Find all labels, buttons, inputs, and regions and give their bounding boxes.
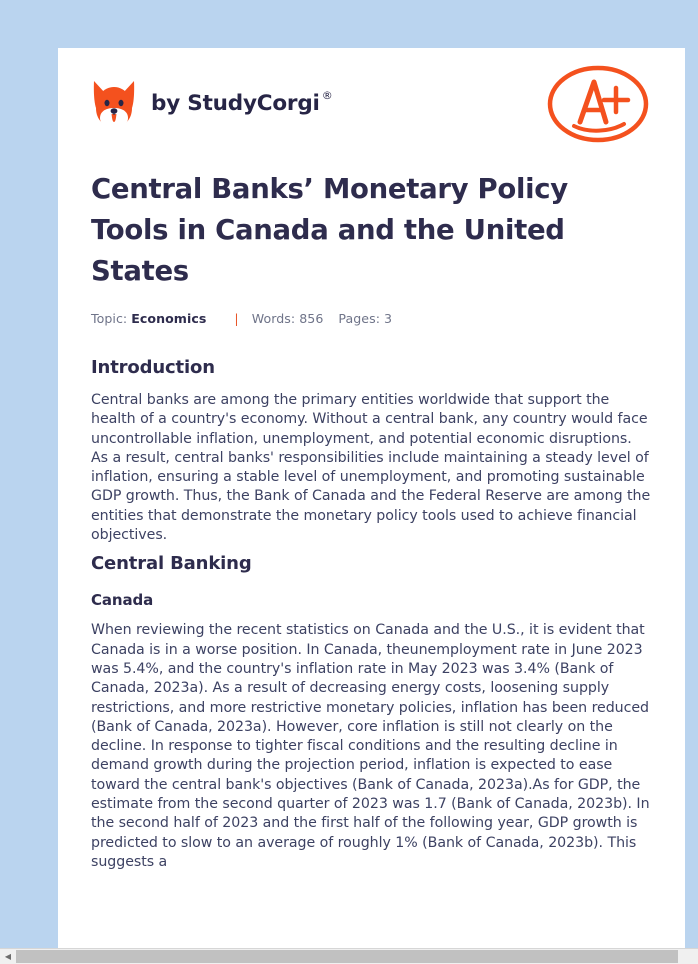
paragraph-introduction: Central banks are among the primary entities worldwide that support the health of a country's economy. Without a central bank, any country would face uncontrollable inflation, unemployment, and potential economic disruptions. As a result, central banks' responsibilities include maintaining a steady level of inflation, ensuring a stable level of unemployment, and promoting sustainable GDP growth. Thus, the Bank of Canada and the Federal Reserve are among the entities that demonstrate the monetary policy tools used to achieve financial objectives. (91, 392, 651, 544)
horizontal-scrollbar[interactable] (0, 948, 698, 964)
meta-topic-value[interactable]: Economics (131, 311, 207, 326)
scrollbar-thumb[interactable] (16, 950, 678, 963)
meta-separator: | (234, 311, 239, 326)
brand-name: StudyCorgi (187, 90, 320, 116)
meta-topic (91, 311, 206, 326)
scrollbar-track[interactable] (16, 949, 682, 964)
meta-pages (338, 311, 392, 326)
document-header (91, 48, 652, 153)
a-plus-grade-icon (544, 60, 652, 148)
meta-words-value: 856 (299, 311, 324, 326)
scroll-left-arrow-icon[interactable]: ◀ (0, 949, 16, 964)
brand-wordmark (151, 88, 333, 116)
corgi-icon (91, 79, 137, 129)
scroll-right-arrow-icon[interactable] (682, 949, 698, 964)
document-page (58, 48, 685, 948)
meta-words (252, 311, 324, 326)
section-heading-canada: Canada (91, 591, 154, 610)
section-heading-introduction: Introduction (91, 357, 215, 378)
studycorgi-brand[interactable] (91, 79, 331, 129)
meta-words-label: Words: (251, 311, 296, 326)
meta-topic-label: Topic: (91, 311, 128, 326)
paragraph-canada: When reviewing the recent statistics on Canada and the U.S., it is evident that Canada is in a worse position. In Canada, theunemployment rate in June 2023 was 5.4%, and the country's inflation rate in May 2023 was 3.4% (Bank of Canada, 2023a). As a result of decreasing energy costs, loosening supply restrictions, and more restrictive monetary policies, inflation has been reduced (Bank of Canada, 2023a). However, core inflation is still not clearly on the decline. In response to tighter fiscal conditions and the resulting decline in demand growth during the projection period, inflation is expected to ease toward the central bank's objectives (Bank of Canada, 2023a).As for GDP, the estimate from the second quarter of 2023 was 1.7 (Bank of Canada, 2023b). In the second half of 2023 and the first half of the following year, GDP growth is predicted to slow to an average of roughly 1% (Bank of Canada, 2023b). This suggests a (91, 622, 650, 870)
page-title: Central Banks’ Monetary Policy Tools in Canada and the United States (91, 173, 568, 287)
meta-pages-value: 3 (384, 311, 393, 326)
meta-pages-label: Pages: (338, 311, 380, 326)
registered-trademark-icon: ® (321, 88, 333, 102)
section-heading-central-banking: Central Banking (91, 553, 252, 575)
brand-prefix: by (151, 90, 188, 116)
document-meta (91, 311, 652, 326)
